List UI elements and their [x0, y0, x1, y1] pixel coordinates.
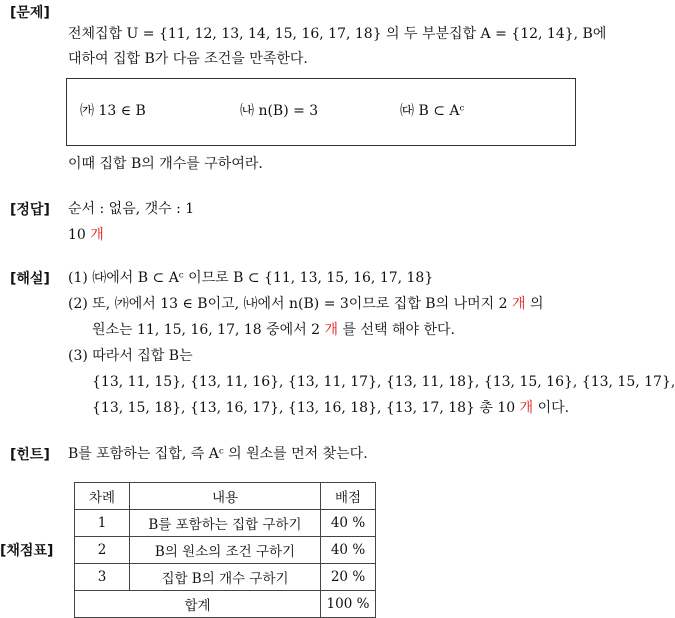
answer-order-count: 순서 : 없음, 갯수 : 1: [68, 201, 195, 217]
table-row: [75, 537, 376, 564]
header-order: 차례: [75, 483, 130, 510]
table-row: [75, 564, 376, 591]
rubric-total-row: [75, 591, 376, 618]
row-content: B를 포함하는 집합 구하기: [130, 510, 321, 537]
explanation-text: (2) 또, ㈎에서 13 ∈ B이고, ㈏에서 n(B) = 3이므로 집합 B의 나머지 2: [68, 296, 508, 312]
answer-unit: 개: [90, 227, 104, 243]
rubric-header-row: [75, 483, 376, 510]
header-content: 내용: [130, 483, 321, 510]
explanation-text: {13, 15, 18}, {13, 16, 17}, {13, 16, 18}, {13, 17, 18} 총 10: [92, 400, 516, 416]
explanation-label: [해설]: [10, 271, 50, 287]
row-score: 20 %: [321, 564, 376, 591]
explanation-text: 원소는 11, 15, 16, 17, 18 중에서 2: [92, 322, 321, 338]
table-row: [75, 510, 376, 537]
condition-da: ㈐ B ⊂ Aᶜ: [400, 103, 465, 119]
problem-question: 이때 집합 B의 개수를 구하여라.: [68, 156, 263, 172]
condition-ga: ㈎ 13 ∈ B: [80, 103, 146, 119]
condition-na: ㈏ n(B) = 3: [240, 103, 319, 119]
explanation-step-2-line-2: [92, 320, 455, 340]
problem-label: [문제]: [10, 5, 50, 21]
rubric-table: [74, 482, 376, 618]
answer-value: [68, 225, 104, 245]
explanation-sets-line-1: {13, 11, 15}, {13, 11, 16}, {13, 11, 17}, {13, 11, 18}, {13, 15, 16}, {13, 15, 17},: [92, 374, 675, 390]
total-label: 합계: [75, 591, 321, 618]
hint-label: [힌트]: [10, 447, 50, 463]
hint-text: B를 포함하는 집합, 즉 Aᶜ 의 원소를 먼저 찾는다.: [68, 446, 368, 462]
explanation-text: 의: [529, 296, 544, 312]
problem-line-1: 전체집합 U = {11, 12, 13, 14, 15, 16, 17, 18} 의 두 부분집합 A = {12, 14}, B에: [68, 26, 607, 42]
explanation-step-1: (1) ㈐에서 B ⊂ Aᶜ 이므로 B ⊂ {11, 13, 15, 16, 17, 18}: [68, 270, 434, 286]
total-value: 100 %: [321, 591, 376, 618]
problem-line-2: 대하여 집합 B가 다음 조건을 만족한다.: [68, 51, 308, 67]
header-score: 배점: [321, 483, 376, 510]
explanation-step-2-line-1: [68, 294, 543, 314]
rubric-label: [채점표]: [0, 543, 54, 559]
row-content: B의 원소의 조건 구하기: [130, 537, 321, 564]
explanation-text: 이다.: [537, 400, 570, 416]
answer-label: [정답]: [10, 202, 50, 218]
highlight-unit: 개: [324, 322, 339, 338]
highlight-unit: 개: [511, 296, 526, 312]
explanation-text: 를 선택 해야 한다.: [342, 322, 455, 338]
answer-number: 10: [68, 227, 86, 243]
row-order: 3: [75, 564, 130, 591]
row-order: 1: [75, 510, 130, 537]
highlight-unit: 개: [519, 400, 534, 416]
row-score: 40 %: [321, 510, 376, 537]
row-score: 40 %: [321, 537, 376, 564]
row-content: 집합 B의 개수 구하기: [130, 564, 321, 591]
explanation-sets-line-2: [92, 398, 569, 418]
explanation-step-3: (3) 따라서 집합 B는: [68, 348, 193, 364]
row-order: 2: [75, 537, 130, 564]
